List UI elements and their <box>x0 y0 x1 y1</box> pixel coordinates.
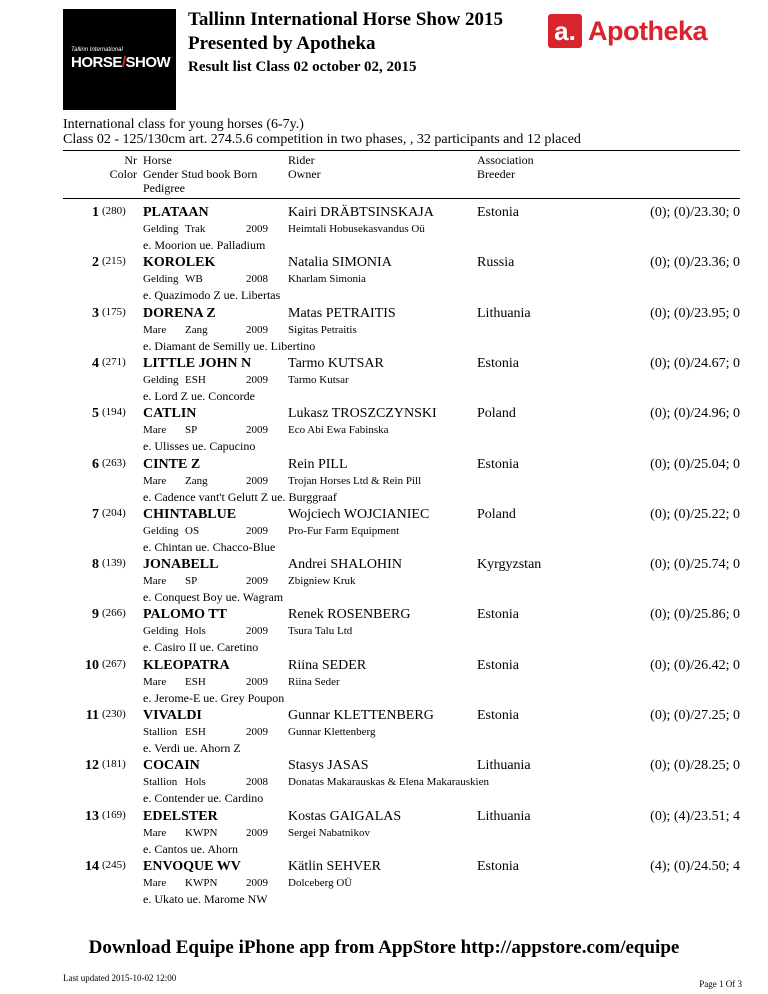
born-year: 2009 <box>246 424 268 437</box>
association: Estonia <box>477 355 519 371</box>
column-header-rider: Rider <box>288 153 315 167</box>
gender: Mare <box>143 575 167 588</box>
class-details: Class 02 - 125/130cm art. 274.5.6 competition in two phases, , 32 participants and 12 placed <box>63 132 581 147</box>
result-row <box>63 758 740 808</box>
pedigree: e. Cantos ue. Ahorn <box>143 841 238 856</box>
stud-book: SP <box>185 424 198 437</box>
pedigree: e. Quazimodo Z ue. Libertas <box>143 288 281 303</box>
association: Lithuania <box>477 305 531 321</box>
column-header-color: Color <box>109 167 137 181</box>
horse-name: COCAIN <box>143 758 200 774</box>
rank: 11 <box>85 708 99 723</box>
stud-book: ESH <box>185 675 206 688</box>
owner: Pro-Fur Farm Equipment <box>288 524 400 537</box>
rank: 12 <box>85 758 99 774</box>
result-line: Result list Class 02 october 02, 2015 <box>188 59 417 75</box>
rank: 8 <box>92 557 99 573</box>
start-number: (139) <box>102 557 126 570</box>
page-title: Tallinn International Horse Show 2015 <box>188 9 503 30</box>
rider-name: Riina SEDER <box>288 657 367 673</box>
stud-book: ESH <box>185 726 206 738</box>
start-number: (266) <box>102 607 126 620</box>
horse-name: KLEOPATRA <box>143 657 230 673</box>
rider-name: Stasys JASAS <box>288 758 369 774</box>
born-year: 2009 <box>246 524 268 537</box>
rider-name: Kairi DRÄBTSINSKAJA <box>288 205 434 220</box>
page-number: Page 1 Of 3 <box>699 979 742 989</box>
owner: Tsura Talu Ltd <box>288 625 353 638</box>
pedigree: e. Cadence vant't Gelutt Z ue. Burggraaf <box>143 489 337 504</box>
pedigree: e. Ukato ue. Marome NW <box>143 891 268 906</box>
rider-name: Kätlin SEHVER <box>288 858 381 874</box>
sponsor-logo <box>548 14 707 48</box>
pedigree: e. Ulisses ue. Capucino <box>143 439 256 454</box>
result-row <box>63 557 740 607</box>
stud-book: Zang <box>185 323 208 336</box>
column-header-gender-studbook-born: Gender Stud book Born <box>143 167 258 181</box>
born-year: 2009 <box>246 223 268 235</box>
divider <box>63 150 740 151</box>
owner: Kharlam Simonia <box>288 273 366 286</box>
column-header-pedigree: Pedigree <box>143 181 185 195</box>
start-number: (271) <box>102 355 126 368</box>
result: (0); (0)/25.22; 0 <box>650 506 740 522</box>
horse-name: PLATAAN <box>143 205 209 220</box>
association: Lithuania <box>477 808 531 824</box>
association: Estonia <box>477 858 519 874</box>
horse-name: JONABELL <box>143 557 219 573</box>
owner: Heimtali Hobusekasvandus Oü <box>288 223 425 235</box>
column-header-owner: Owner <box>288 167 321 181</box>
rider-name: Rein PILL <box>288 456 348 472</box>
result-row <box>63 356 740 406</box>
born-year: 2009 <box>246 474 268 487</box>
stud-book: KWPN <box>185 876 218 889</box>
result: (0); (0)/28.25; 0 <box>650 758 740 774</box>
gender: Mare <box>143 424 167 437</box>
stud-book: Trak <box>185 223 206 235</box>
sponsor-mark-icon: a. <box>548 14 582 48</box>
start-number: (280) <box>102 205 126 217</box>
start-number: (181) <box>102 758 126 771</box>
logo-horse-show-text: HORSE/SHOW <box>71 54 171 71</box>
rider-name: Gunnar KLETTENBERG <box>288 708 434 723</box>
gender: Mare <box>143 826 167 839</box>
pedigree: e. Verdi ue. Ahorn Z <box>143 741 241 755</box>
association: Lithuania <box>477 758 531 774</box>
rank: 4 <box>92 355 99 371</box>
result: (0); (0)/24.96; 0 <box>650 406 740 422</box>
rank: 10 <box>85 657 99 673</box>
horse-name: PALOMO TT <box>143 607 227 623</box>
rider-name: Renek ROSENBERG <box>288 607 411 623</box>
start-number: (215) <box>102 255 126 268</box>
stud-book: SP <box>185 575 198 588</box>
column-header-breeder: Breeder <box>477 167 515 181</box>
horse-name: DORENA Z <box>143 305 216 321</box>
owner: Sergei Nabatnikov <box>288 826 370 839</box>
owner: Eco Abi Ewa Fabinska <box>288 424 389 437</box>
rank: 5 <box>92 406 99 422</box>
gender: Mare <box>143 876 167 889</box>
result-row <box>63 859 740 909</box>
result: (0); (0)/27.25; 0 <box>650 708 740 723</box>
start-number: (230) <box>102 708 126 720</box>
gender: Mare <box>143 323 167 336</box>
rank: 13 <box>85 808 99 824</box>
column-header-horse: Horse <box>143 153 172 167</box>
stud-book: WB <box>185 273 203 286</box>
result-row <box>63 507 740 557</box>
born-year: 2009 <box>246 726 268 738</box>
rider-name: Tarmo KUTSAR <box>288 355 384 371</box>
born-year: 2009 <box>246 575 268 588</box>
horse-name: ENVOQUE WV <box>143 858 241 874</box>
gender: Gelding <box>143 273 179 286</box>
result-row <box>63 255 740 305</box>
gender: Mare <box>143 675 167 688</box>
association: Estonia <box>477 708 519 723</box>
rank: 3 <box>92 305 99 321</box>
pedigree: e. Jerome-E ue. Grey Poupon <box>143 690 285 705</box>
gender: Gelding <box>143 373 179 386</box>
stud-book: KWPN <box>185 826 218 839</box>
association: Kyrgyzstan <box>477 557 542 573</box>
column-header-association: Association <box>477 153 534 167</box>
gender: Stallion <box>143 776 178 789</box>
column-header-nr: Nr <box>124 153 137 167</box>
horse-name: KOROLEK <box>143 255 216 271</box>
rank: 7 <box>92 506 99 522</box>
divider <box>63 198 740 199</box>
association: Estonia <box>477 456 519 472</box>
result-row <box>63 457 740 507</box>
gender: Gelding <box>143 625 179 638</box>
stud-book: ESH <box>185 373 206 386</box>
logo-small-text: Tallinn International <box>71 47 123 53</box>
horse-name: EDELSTER <box>143 808 218 824</box>
association: Russia <box>477 255 515 271</box>
pedigree: e. Diamant de Semilly ue. Libertino <box>143 338 316 353</box>
horse-name: CHINTABLUE <box>143 506 237 522</box>
pedigree: e. Contender ue. Cardino <box>143 791 264 806</box>
owner: Riina Seder <box>288 675 340 688</box>
start-number: (169) <box>102 808 126 821</box>
pedigree: e. Casiro II ue. Caretino <box>143 640 259 655</box>
owner: Sigitas Petraitis <box>288 323 357 336</box>
result-row <box>63 406 740 456</box>
rider-name: Andrei SHALOHIN <box>288 557 402 573</box>
rank: 9 <box>92 607 99 623</box>
result: (0); (0)/26.42; 0 <box>650 657 740 673</box>
start-number: (175) <box>102 305 126 318</box>
horse-name: CINTE Z <box>143 456 201 472</box>
stud-book: OS <box>185 524 200 537</box>
result: (0); (0)/25.74; 0 <box>650 557 740 573</box>
owner: Trojan Horses Ltd & Rein Pill <box>288 474 422 487</box>
born-year: 2008 <box>246 776 268 789</box>
result: (4); (0)/24.50; 4 <box>650 858 740 874</box>
horse-name: CATLIN <box>143 406 197 422</box>
start-number: (267) <box>102 657 126 670</box>
horse-name: VIVALDI <box>143 708 202 723</box>
association: Poland <box>477 506 516 522</box>
result-row <box>63 306 740 356</box>
stud-book: Zang <box>185 474 208 487</box>
association: Estonia <box>477 205 519 220</box>
result: (0); (0)/25.86; 0 <box>650 607 740 623</box>
result-row <box>63 658 740 708</box>
rider-name: Wojciech WOJCIANIEC <box>288 506 430 522</box>
gender: Mare <box>143 474 167 487</box>
result-row <box>63 607 740 657</box>
result-row <box>63 205 740 255</box>
start-number: (194) <box>102 406 126 419</box>
sponsor-word: Apotheka <box>588 15 708 46</box>
rider-name: Natalia SIMONIA <box>288 255 392 271</box>
result-row <box>63 809 740 859</box>
start-number: (245) <box>102 858 126 871</box>
result: (0); (4)/23.51; 4 <box>650 808 740 824</box>
show-logo <box>63 9 176 110</box>
owner: Zbigniew Kruk <box>288 575 356 588</box>
association: Estonia <box>477 657 519 673</box>
born-year: 2009 <box>246 625 268 638</box>
result: (0); (0)/23.95; 0 <box>650 305 740 321</box>
result: (0); (0)/25.04; 0 <box>650 456 740 472</box>
pedigree: e. Conquest Boy ue. Wagram <box>143 590 284 605</box>
rank: 1 <box>92 205 99 220</box>
association: Poland <box>477 406 516 422</box>
owner: Dolceberg OÜ <box>288 876 353 889</box>
result: (0); (0)/23.30; 0 <box>650 205 740 220</box>
pedigree: e. Chintan ue. Chacco-Blue <box>143 539 276 554</box>
owner: Tarmo Kutsar <box>288 373 349 386</box>
association: Estonia <box>477 607 519 623</box>
born-year: 2008 <box>246 273 268 286</box>
rider-name: Matas PETRAITIS <box>288 305 396 321</box>
born-year: 2009 <box>246 323 268 336</box>
gender: Gelding <box>143 524 179 537</box>
result: (0); (0)/24.67; 0 <box>650 355 740 371</box>
download-banner: Download Equipe iPhone app from AppStore http://appstore.com/equipe <box>88 937 680 958</box>
start-number: (263) <box>102 456 126 469</box>
owner: Donatas Makarauskas & Elena Makarauskien <box>288 776 489 789</box>
born-year: 2009 <box>246 373 268 386</box>
start-number: (204) <box>102 506 126 519</box>
rider-name: Lukasz TROSZCZYNSKI <box>288 406 437 422</box>
pedigree: e. Moorion ue. Palladium <box>143 238 266 252</box>
result-row <box>63 708 740 758</box>
rank: 6 <box>92 456 99 472</box>
owner: Gunnar Klettenberg <box>288 726 376 738</box>
born-year: 2009 <box>246 826 268 839</box>
last-updated: Last updated 2015-10-02 12:00 <box>63 973 177 983</box>
pedigree: e. Lord Z ue. Concorde <box>143 388 255 403</box>
stud-book: Hols <box>185 776 206 789</box>
rank: 2 <box>92 255 99 271</box>
class-description: International class for young horses (6-7y.) <box>63 117 304 132</box>
born-year: 2009 <box>246 675 268 688</box>
page-subtitle: Presented by Apotheka <box>188 33 376 54</box>
result: (0); (0)/23.36; 0 <box>650 255 740 271</box>
gender: Stallion <box>143 726 178 738</box>
rider-name: Kostas GAIGALAS <box>288 808 402 824</box>
gender: Gelding <box>143 223 179 235</box>
born-year: 2009 <box>246 876 268 889</box>
rank: 14 <box>85 858 99 874</box>
stud-book: Hols <box>185 625 206 638</box>
horse-name: LITTLE JOHN N <box>143 355 252 371</box>
